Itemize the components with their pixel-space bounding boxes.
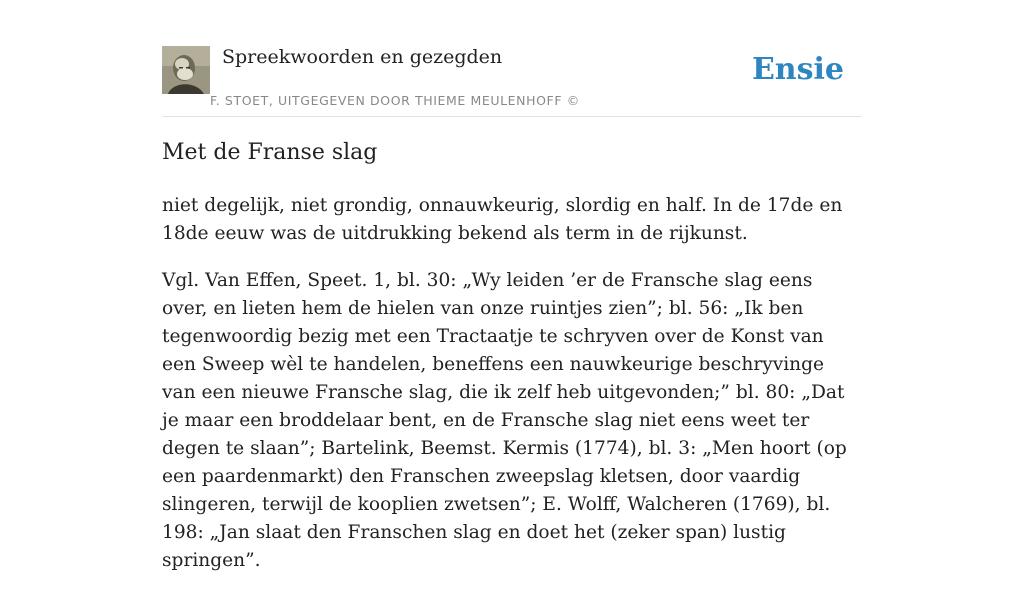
- entry-definition: niet degelijk, niet grondig, onnauwkeurig, slordig en half. In de 17de en 18de eeuw was de uitdrukking bekend als term in de rijkunst.: [162, 195, 843, 244]
- source-attribution: F. STOET, UITGEGEVEN DOOR THIEME MEULENHOFF ©: [210, 93, 580, 108]
- source-header: [162, 46, 862, 117]
- author-portrait-icon[interactable]: [162, 46, 210, 94]
- entry-title: Met de Franse slag: [162, 140, 378, 165]
- brand-logo[interactable]: Ensie: [751, 52, 844, 87]
- entry-content: [162, 192, 862, 594]
- source-title[interactable]: Spreekwoorden en gezegden: [222, 46, 503, 68]
- entry-citations: Vgl. Van Effen, Speet. 1, bl. 30: „Wy leiden ’er de Fransche slag eens over, en lieten hem de hielen van onze ruintjes zien”; bl. 56: „Ik ben tegenwoordig bezig met een Tractaatje te schryven over de Konst van een Sweep wèl te handelen, beneffens een nauwkeurige beschryvinge van een nieuwe Fransche slag, die ik zelf heb uitgevonden;” bl. 80: „Dat je maar een broddelaar bent, en de Fransche slag niet eens weet ter degen te slaan”; Bartelink, Beemst. Kermis (1774), bl. 3: „Men hoort (op een paardenmarkt) den Franschen zweepslag kletsen, door vaardig slingeren, terwijl de kooplien zwetsen”; E. Wolff, Walcheren (1769), bl. 198: „Jan slaat den Franschen slag en doet het (zeker span) lustig springen”.: [162, 270, 847, 571]
